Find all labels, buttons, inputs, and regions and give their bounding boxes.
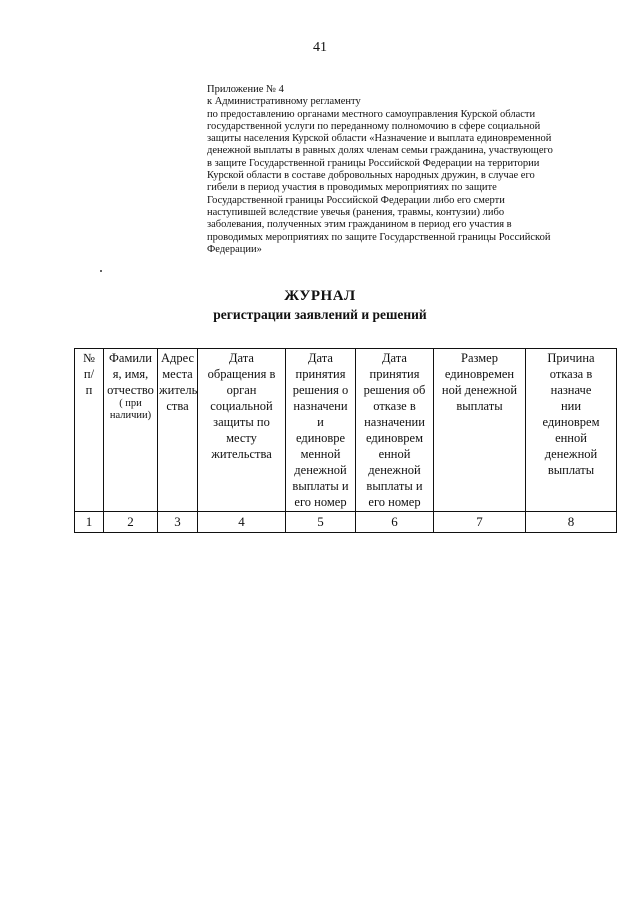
appendix-line: государственной услуги по переданному полномочию в сфере социальной	[207, 120, 541, 132]
header-cell-line: отчество	[107, 383, 154, 397]
appendix-line: по предоставлению органами местного самоуправления Курской области	[207, 108, 536, 120]
header-cell	[198, 349, 286, 512]
header-cell-line: Дата	[229, 351, 254, 365]
table-header-row	[75, 349, 617, 512]
header-cell-line: выплаты и	[292, 479, 349, 493]
header-cell-line: Размер	[461, 351, 498, 365]
column-number-cell: 4	[198, 512, 286, 533]
header-cell-line: единоврем	[366, 431, 423, 445]
appendix-block	[207, 84, 575, 256]
header-cell-line: назначе	[550, 383, 592, 397]
header-cell-line: единовре	[295, 431, 346, 445]
journal-heading	[0, 288, 640, 323]
column-number-cell: 6	[356, 512, 434, 533]
column-number-cell: 5	[286, 512, 356, 533]
table-column-numbers-row	[75, 512, 617, 533]
header-cell-line: социальной	[210, 399, 273, 413]
header-cell-line: назначени	[293, 399, 348, 413]
header-cell	[434, 349, 526, 512]
header-cell-line: ства	[166, 399, 189, 413]
header-cell-line: нии	[560, 399, 582, 413]
header-cell-line: защиты по	[213, 415, 270, 429]
header-cell	[104, 349, 158, 512]
header-cell-line: Дата	[382, 351, 407, 365]
appendix-line: Приложение № 4	[207, 84, 284, 95]
header-cell	[526, 349, 617, 512]
header-cell-line: денежной	[544, 447, 598, 461]
header-cell-line: месту	[226, 431, 257, 445]
appendix-line: защиты населения Курской области «Назначение и выплата единовременной	[207, 133, 552, 145]
header-cell-line: выплаты	[456, 399, 503, 413]
header-cell	[356, 349, 434, 512]
header-cell-line: решения о	[292, 383, 349, 397]
header-cell-line: ной денежной	[441, 383, 518, 397]
header-cell-line: и	[317, 415, 324, 429]
header-cell-line: Фамили	[109, 351, 152, 365]
column-number-cell: 2	[104, 512, 158, 533]
header-cell-line: денежной	[368, 463, 421, 477]
header-cell-line: принятия	[369, 367, 420, 381]
appendix-line: гибели в период участия в проводимых мероприятиях по защите	[207, 182, 497, 194]
header-cell-note: ( при	[119, 398, 142, 409]
header-cell-line: выплаты	[547, 463, 595, 477]
appendix-line: проводимых мероприятиях по защите Государственной границы Российской	[207, 231, 551, 243]
header-cell-line: принятия	[295, 367, 346, 381]
stray-dot	[100, 270, 102, 272]
header-cell-line: житель	[159, 383, 198, 397]
journal-title: ЖУРНАЛ	[284, 288, 356, 304]
appendix-line: Федерации»	[207, 243, 262, 255]
column-number-cell: 1	[75, 512, 104, 533]
header-cell-line: Дата	[308, 351, 333, 365]
header-cell-line: отказа в	[549, 367, 593, 381]
header-cell-line: места	[162, 367, 193, 381]
header-cell-line: п	[85, 383, 93, 397]
appendix-line: заболевания, полученных этим гражданином в период его участия в	[207, 219, 512, 231]
header-cell-line: отказе в	[373, 399, 416, 413]
header-cell-line: Адрес	[160, 351, 195, 365]
header-cell-line: единовремен	[444, 367, 515, 381]
journal-subtitle: регистрации заявлений и решений	[213, 307, 427, 322]
appendix-line: Курской области в составе добровольных народных дружин, в случае его	[207, 170, 535, 182]
header-cell-line: денежной	[294, 463, 347, 477]
appendix-line: к Административному регламенту	[207, 96, 361, 108]
header-cell-line: выплаты и	[366, 479, 423, 493]
header-cell-line: орган	[226, 383, 257, 397]
header-cell-line: Причина	[547, 351, 595, 365]
appendix-line: наступившей вследствие увечья (ранения, травмы, контузии) либо	[207, 206, 505, 218]
appendix-line: денежной выплаты в равных долях членам семьи гражданина, участвующего	[207, 145, 553, 157]
header-cell-line: я, имя,	[112, 367, 149, 381]
header-cell-line: решения об	[363, 383, 426, 397]
header-cell-note: наличии)	[109, 410, 152, 421]
header-cell-line: №	[83, 351, 95, 365]
appendix-line: в защите Государственной границы Российской Федерации на территории	[207, 157, 540, 169]
header-cell-line: его номер	[368, 495, 421, 509]
header-cell-line: п/	[83, 367, 95, 381]
header-cell-line: обращения в	[207, 367, 276, 381]
appendix-line: Государственной границы Российской Федерации либо его смерти	[207, 194, 505, 206]
column-number-cell: 7	[434, 512, 526, 533]
header-cell	[158, 349, 198, 512]
page-number: 41	[313, 40, 327, 55]
header-cell-line: енной	[555, 431, 587, 445]
header-cell-line: енной	[378, 447, 411, 461]
header-cell-line: единоврем	[542, 415, 600, 429]
header-cell	[75, 349, 104, 512]
column-number-cell: 3	[158, 512, 198, 533]
header-cell-line: менной	[300, 447, 341, 461]
header-cell-line: жительства	[211, 447, 272, 461]
registration-journal-table	[74, 348, 617, 533]
header-cell-line: назначении	[364, 415, 425, 429]
header-cell-line: его номер	[294, 495, 347, 509]
header-cell	[286, 349, 356, 512]
column-number-cell: 8	[526, 512, 617, 533]
